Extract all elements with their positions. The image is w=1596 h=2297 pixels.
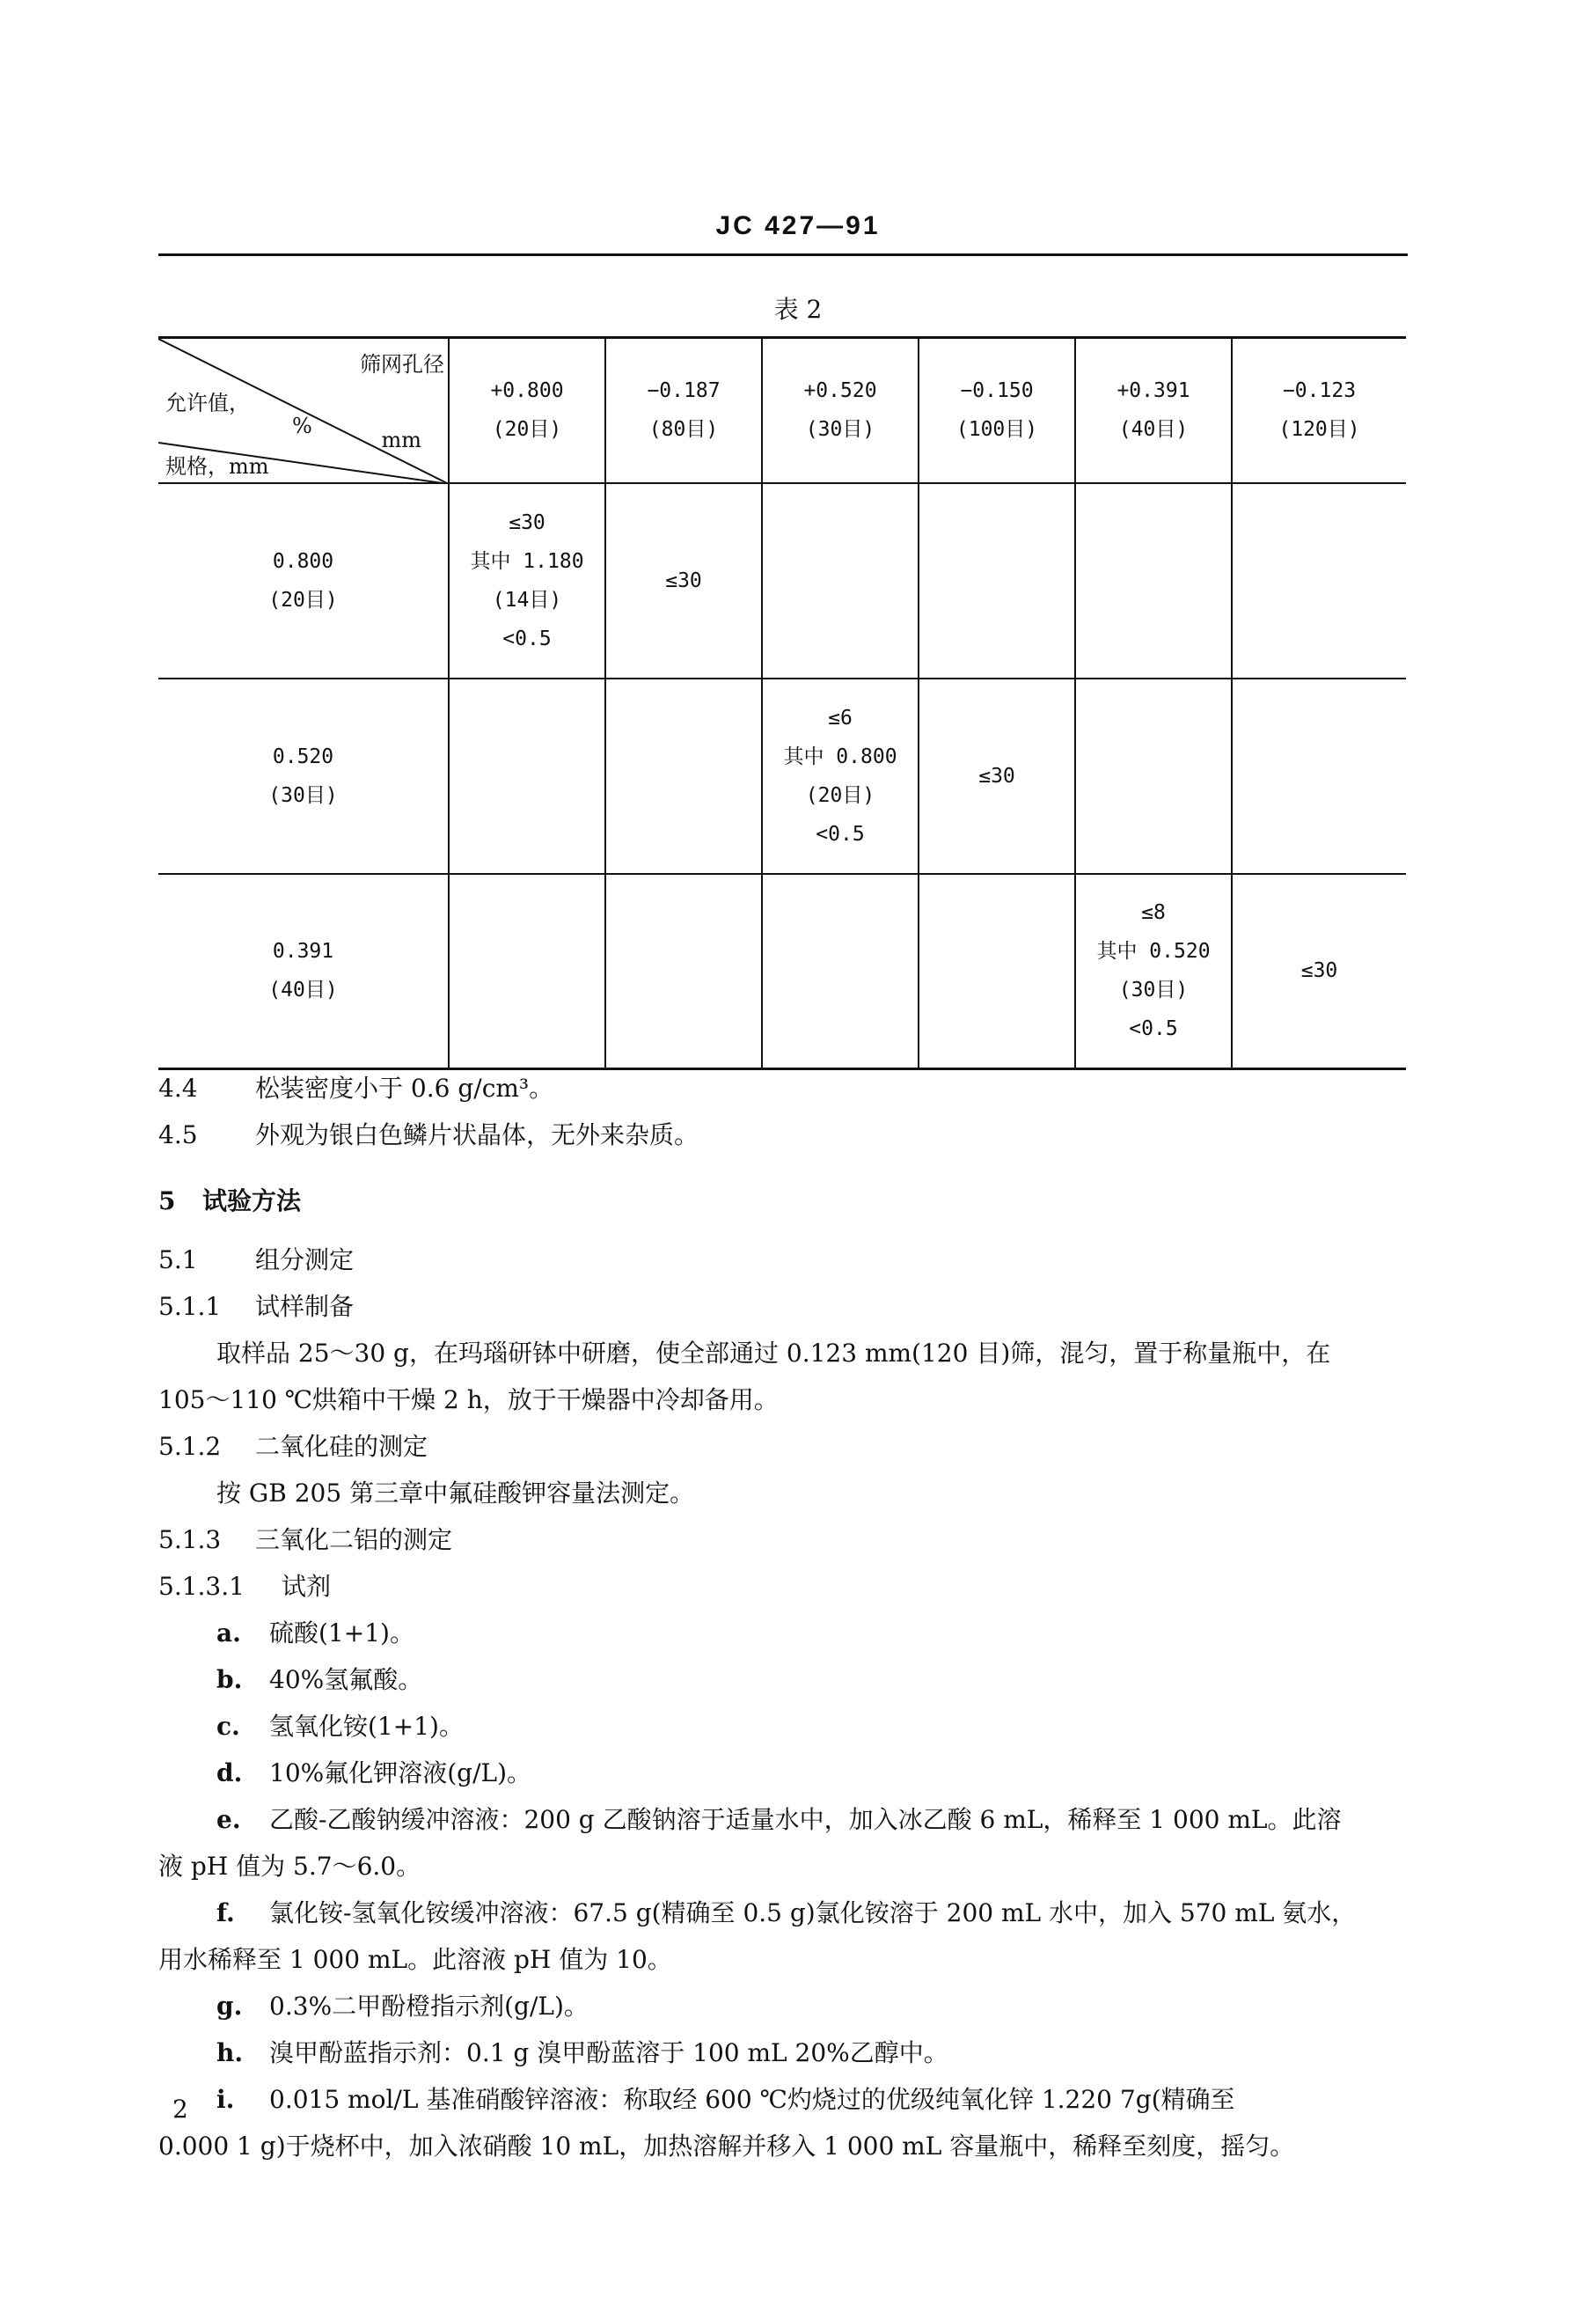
- table-cell: ≤8 其中 0.520 (30目) <0.5: [1075, 874, 1232, 1069]
- clause-5-1-3-1: 5.1.3.1 试剂: [158, 1572, 332, 1601]
- corner-sieve-label: 筛网孔径: [360, 352, 444, 377]
- table-cell: [1075, 483, 1232, 679]
- section-5-heading: 5 试验方法: [158, 1186, 302, 1215]
- header-rule: [158, 253, 1408, 256]
- corner-spec-label: 规格，mm: [165, 454, 269, 479]
- table-cell: [1232, 483, 1406, 679]
- table-header-row: [158, 338, 1406, 483]
- reagent-item: f. 氯化铵-氢氧化铵缓冲溶液：67.5 g(精确至 0.5 g)氯化铵溶于 200 mL 水中，加入 570 mL 氨水，: [216, 1898, 1357, 1927]
- table-title: 表 2: [773, 295, 823, 324]
- column-header: +0.520 (30目): [762, 338, 919, 483]
- table-row: [158, 483, 1406, 679]
- corner-percent-label: %: [292, 414, 312, 438]
- clause-5-1: 5.1 组分测定: [158, 1245, 355, 1274]
- table-cell: [762, 874, 919, 1069]
- page-number: 2: [172, 2095, 188, 2124]
- clause-5-1-3: 5.1.3 三氧化二铝的测定: [158, 1525, 453, 1554]
- table-cell: [605, 874, 762, 1069]
- table-cell: [1075, 679, 1232, 874]
- column-header: −0.187 (80目): [605, 338, 762, 483]
- reagent-item: d. 10%氟化钾溶液(g/L)。: [216, 1758, 532, 1787]
- document-body: [158, 1065, 1425, 2169]
- clause-5-1-2: 5.1.2 二氧化硅的测定: [158, 1432, 428, 1461]
- paragraph: 取样品 25～30 g，在玛瑙研钵中研磨，使全部通过 0.123 mm(120 目)筛，混匀，置于称量瓶中，在: [216, 1339, 1331, 1368]
- reagent-item: c. 氢氧化铵(1+1)。: [216, 1712, 464, 1741]
- table-cell: ≤30: [1232, 874, 1406, 1069]
- table-cell: [449, 679, 605, 874]
- table-cell: ≤30: [605, 483, 762, 679]
- column-header: −0.123 (120目): [1232, 338, 1406, 483]
- table-row: [158, 874, 1406, 1069]
- reagent-item: h. 溴甲酚蓝指示剂：0.1 g 溴甲酚蓝溶于 100 mL 20%乙醇中。: [216, 2038, 948, 2067]
- table-cell: ≤30: [919, 679, 1075, 874]
- sieve-spec-table: [158, 336, 1406, 1070]
- paragraph-continuation: 105～110 ℃烘箱中干燥 2 h，放于干燥器中冷却备用。: [158, 1385, 779, 1414]
- table-row: [158, 679, 1406, 874]
- clause-4-5: 4.5 外观为银白色鳞片状晶体，无外来杂质。: [158, 1120, 699, 1149]
- table-corner-header: [158, 338, 449, 483]
- clause-5-1-1: 5.1.1 试样制备: [158, 1292, 355, 1321]
- table-cell: [919, 483, 1075, 679]
- table-cell: [449, 874, 605, 1069]
- reagent-item: i. 0.015 mol/L 基准硝酸锌溶液：称取经 600 ℃灼烧过的优级纯氧化锌 1.220 7g(精确至: [216, 2085, 1235, 2114]
- row-spec-cell: 0.800 (20目): [158, 483, 449, 679]
- table-cell: ≤30 其中 1.180 (14目) <0.5: [449, 483, 605, 679]
- corner-mm-label: mm: [381, 428, 421, 452]
- corner-allow-label: 允许值，: [165, 391, 250, 415]
- reagent-item: b. 40%氢氟酸。: [216, 1665, 423, 1694]
- table-cell: [605, 679, 762, 874]
- reagent-item-continuation: 用水稀释至 1 000 mL。此溶液 pH 值为 10。: [158, 1945, 672, 1974]
- row-spec-cell: 0.391 (40目): [158, 874, 449, 1069]
- paragraph: 按 GB 205 第三章中氟硅酸钾容量法测定。: [216, 1479, 695, 1508]
- row-spec-cell: 0.520 (30目): [158, 679, 449, 874]
- column-header: +0.800 (20目): [449, 338, 605, 483]
- reagent-item: g. 0.3%二甲酚橙指示剂(g/L)。: [216, 1992, 589, 2021]
- reagent-item-continuation: 液 pH 值为 5.7～6.0。: [158, 1852, 421, 1881]
- column-header: +0.391 (40目): [1075, 338, 1232, 483]
- reagent-item-continuation: 0.000 1 g)于烧杯中，加入浓硝酸 10 mL，加热溶解并移入 1 000 mL 容量瓶中，稀释至刻度，摇匀。: [158, 2132, 1295, 2161]
- table-cell: ≤6 其中 0.800 (20目) <0.5: [762, 679, 919, 874]
- clause-4-4: 4.4 松装密度小于 0.6 g/cm³。: [158, 1074, 554, 1103]
- reagent-item: e. 乙酸-乙酸钠缓冲溶液：200 g 乙酸钠溶于适量水中，加入冰乙酸 6 mL，稀释至 1 000 mL。此溶: [216, 1805, 1342, 1834]
- table-cell: [762, 483, 919, 679]
- column-header: −0.150 (100目): [919, 338, 1075, 483]
- standard-code: JC 427—91: [715, 211, 881, 240]
- table-cell: [1232, 679, 1406, 874]
- reagent-item: a. 硫酸(1+1)。: [216, 1618, 414, 1648]
- table-cell: [919, 874, 1075, 1069]
